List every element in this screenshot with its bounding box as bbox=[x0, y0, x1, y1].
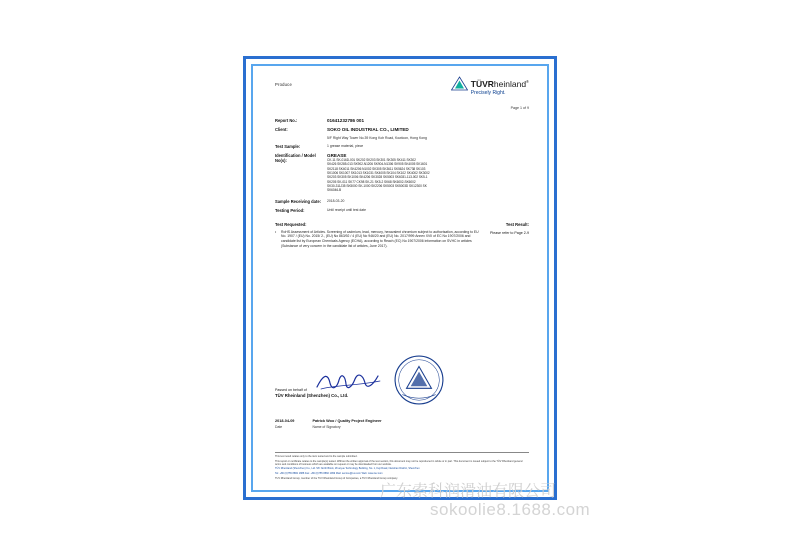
result-section-body bbox=[275, 230, 529, 248]
logo-tagline: Precisely Right. bbox=[470, 89, 506, 96]
field-value: Until receipt until test date bbox=[327, 208, 367, 213]
model-line: SK6046-B bbox=[327, 188, 342, 193]
signature-signatory-column bbox=[312, 419, 381, 429]
field-value: GREASE bbox=[327, 152, 347, 158]
test-result-value: Please refer to Page 2-9 bbox=[490, 230, 529, 235]
field-value: 01641232786 001 bbox=[327, 118, 365, 123]
document-footer bbox=[275, 452, 529, 481]
footer-line: This test result relates only to the item tested and to the sample submitted. bbox=[275, 455, 358, 458]
certificate-inner-border bbox=[251, 64, 549, 492]
signature-company: TÜV Rheinland (Shenzhen) Co., Ltd. bbox=[275, 393, 349, 398]
field-label: Report No.: bbox=[275, 118, 298, 123]
field-value: 5/F Right Way Tower No.39 Kong Koh Road, Kowloon, Hong Kong bbox=[327, 135, 427, 140]
model-line: SK203 SK305 SK1006 SK4206 SK3028 SK5003 SK6031-113-002 SK5-1 bbox=[327, 175, 428, 180]
model-line: CK-11 SK-016D-001 SK202 SK203 SK301 SK305 SK411 SK302 bbox=[327, 158, 416, 163]
field-label: Client: bbox=[275, 126, 288, 132]
document-body bbox=[257, 116, 543, 248]
test-requested-text-wrap bbox=[275, 230, 480, 248]
logo-title bbox=[471, 77, 529, 89]
bullet-icon: • bbox=[275, 229, 277, 234]
field-client bbox=[275, 127, 529, 132]
model-line: SK1006 SK1007 SK1013 SK1031 SK4005 SK104 SK102 SK4002 SK3002 bbox=[327, 170, 430, 175]
certificate-sheet bbox=[257, 70, 543, 486]
field-identification bbox=[275, 153, 529, 193]
signature-date-column bbox=[275, 419, 294, 429]
tuv-triangle-icon bbox=[451, 76, 468, 91]
signatory-label: Name of Signatory bbox=[312, 425, 341, 429]
field-label: Testing Period: bbox=[275, 208, 305, 214]
model-line: SK205 SK-011 SK77 CK98 SK-21 SK5-2 SK68 SK6002-SK6002 bbox=[327, 179, 416, 184]
watermark-url: sokoolie8.1688.com bbox=[430, 500, 591, 519]
document-header bbox=[257, 70, 543, 116]
tuv-rheinland-logo bbox=[451, 76, 529, 97]
logo-registered-icon: ® bbox=[526, 79, 529, 84]
page-number: Page 1 of 9 bbox=[510, 106, 529, 110]
header-left-label: Produce bbox=[275, 82, 292, 87]
test-requested-label: Test Requested: bbox=[275, 221, 307, 227]
logo-title-suffix: heinland bbox=[493, 78, 527, 89]
signatory-name: Patrick Woo / Quality Project Engineer bbox=[312, 419, 382, 423]
field-value: SOKO OIL INDUSTRIAL CO., LIMITED bbox=[327, 126, 409, 132]
model-line: SK30-311J35 SK5000 SK-1000 SK2206 SK5003 SK5003D SK12300 SK bbox=[327, 183, 427, 188]
field-label bbox=[275, 136, 327, 140]
footer-line: TÜV Rheinland (Shenzhen) Co., Ltd. 5/F North Block, Zhuoyue Technology Building, No. 1, Keji Road, Nanshan District, Shenzhen bbox=[275, 467, 420, 471]
signature-date: 2018-04-09 bbox=[275, 419, 295, 423]
field-testing-period bbox=[275, 208, 529, 213]
certificate-page-frame bbox=[243, 56, 557, 500]
logo-text-block bbox=[471, 76, 529, 97]
result-section-headers bbox=[275, 222, 529, 227]
field-test-sample bbox=[275, 144, 529, 149]
field-value: 1 grease material, piece bbox=[327, 143, 364, 148]
field-label: Sample Receiving date: bbox=[275, 199, 321, 205]
model-line: SK426 SK285-013 SK902-N1206 SK904-N1306 SK905 SK4005 SK1601 bbox=[327, 162, 428, 167]
footer-line: Tel: +86 (0)755 8882 1888 Fax: +86 (0)755 8882 1999 Mail: service@tuv.com Web: www.tuv.com bbox=[275, 471, 383, 475]
signature-names-row bbox=[275, 419, 543, 429]
handwritten-signature-icon bbox=[315, 370, 385, 392]
test-result-label: Test Result: bbox=[505, 221, 529, 227]
official-stamp-icon bbox=[393, 354, 445, 406]
signature-date-label: Date bbox=[275, 425, 283, 429]
logo-title-prefix: TÜVR bbox=[470, 78, 494, 89]
field-report-no bbox=[275, 118, 529, 123]
footer-line: TUV Rheinland Group, member of the TUV Rheinland Group of Companies, a TUV Rheinland Group company. bbox=[275, 476, 398, 480]
field-label: Test Sample: bbox=[275, 143, 301, 149]
field-value: 2018-03-20 bbox=[327, 199, 345, 204]
field-label: Identification / Model No(s): bbox=[275, 152, 316, 164]
field-sample-receiving-date bbox=[275, 199, 529, 204]
watermark-chinese: 广东索科润滑油有限公司 bbox=[380, 481, 557, 500]
model-line: SK2118 SK4011 SK4206 N1002 SK305 SK3611 SK5624 SK738 SK103 bbox=[327, 166, 426, 171]
footer-line: This report or certificate relates to the sample(s) tested. Without the written approval of the test section, this document may not be reproduced in whole or in part. This document is issued subject to the TÜV Rheinland general terms and conditions of business which are available on request or may be downloaded from our website. bbox=[275, 459, 523, 466]
test-requested-text: RoHS Assessment of Articles. Screening of cadmium, lead, mercury, hexavalent chromium subject to authorisation, according to EU No. 1907 / (EU) No. 2015/ 2., (EU) No 863/92 / 4 (EU) No 946/20 and (EU) No. 2017/999 Annex XVII of EC No 1907/2006 and candidate list by European Chemicals Agency (ECHA), according to Reach (EC) No 1907/2006 information on SVHC in articles (Substance of very concern in the candidate list of articles, June 2017). bbox=[281, 229, 479, 248]
signature-onbehalf-label: Passed on behalf of bbox=[275, 388, 307, 392]
field-client-address bbox=[275, 136, 529, 140]
signature-block bbox=[275, 388, 543, 429]
identification-values bbox=[327, 153, 430, 193]
